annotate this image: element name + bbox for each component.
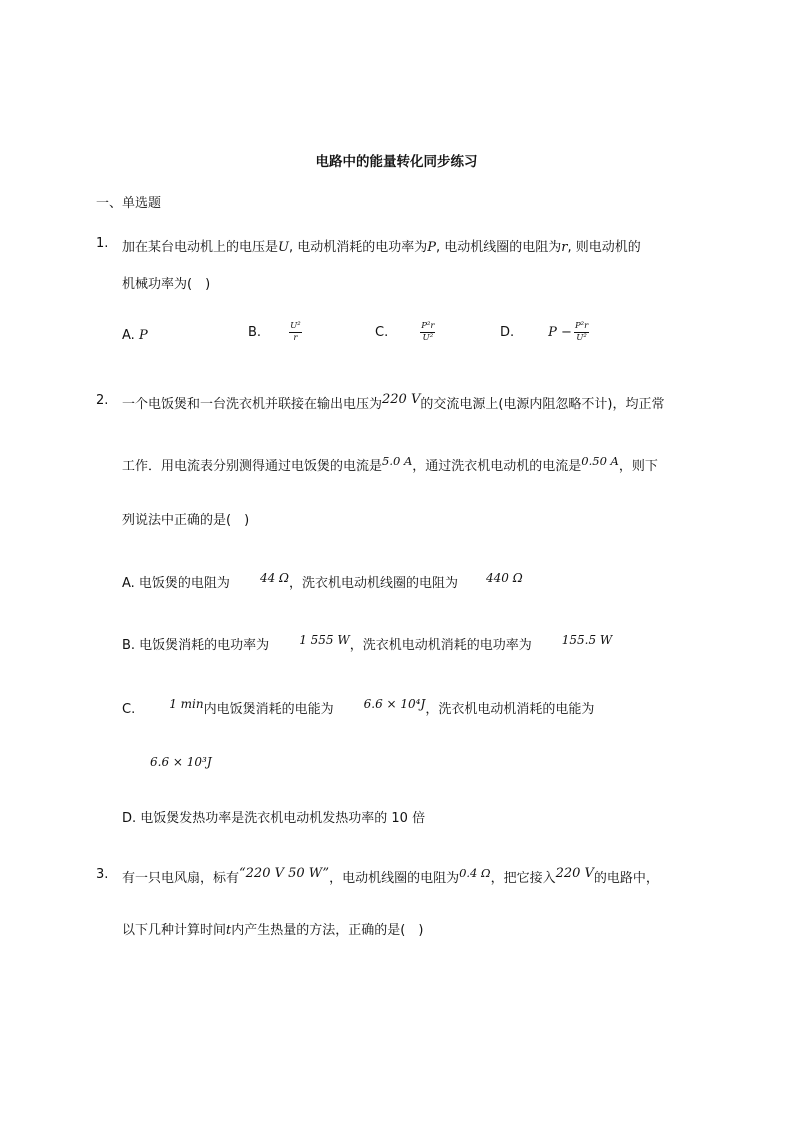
q2-option-b[interactable]: B. 电饭煲消耗的电功率为 1 555 W，洗衣机电动机消耗的电功率为 155.5 W [122, 633, 613, 653]
q2-stem-line1: 一个电饭煲和一台洗衣机并联接在输出电压为220 V的交流电源上(电源内阻忽略不计)，均正常 [122, 392, 665, 412]
section-heading: 一、单选题 [96, 196, 162, 211]
q3-number: 3. [96, 867, 109, 882]
q1-number: 1. [96, 236, 109, 251]
q1-option-d-fraction: $\frac{\text{P²r}}{\text{U²}}$ [574, 321, 589, 344]
q2-option-a[interactable]: A. 电饭煲的电阻为 44 Ω，洗衣机电动机线圈的电阻为 440 Ω [122, 571, 523, 591]
q2-option-c[interactable]: C. 1 min内电饭煲消耗的电能为 6.6 × 10⁴J，洗衣机电动机消耗的电能为 [122, 697, 595, 717]
q3-stem-line2: 以下几种计算时间t内产生热量的方法，正确的是( ) [122, 923, 424, 938]
q1-option-c[interactable]: C. $\frac{\text{P²r}}{\text{U²}}$ [375, 321, 435, 344]
q1-option-a[interactable]: A. P [122, 328, 148, 343]
page-title: 电路中的能量转化同步练习 [315, 154, 478, 170]
q1-option-d[interactable]: D. P − $\frac{\text{P²r}}{\text{U²}}$ [500, 321, 589, 344]
q2-option-d[interactable]: D. 电饭煲发热功率是洗衣机电动机发热功率的 10 倍 [122, 811, 426, 826]
q1-stem-line2: 机械功率为( ) [122, 277, 211, 292]
q2-stem-line2: 工作．用电流表分别测得通过电饭煲的电流是5.0 A，通过洗衣机电动机的电流是0.50 A，则下 [122, 454, 658, 474]
q1-stem-line1: 加在某台电动机上的电压是U, 电动机消耗的电功率为P, 电动机线圈的电阻为r, 则电动机的 [122, 240, 641, 255]
q1-option-b[interactable]: B. $\frac{\text{U²}}{r}$ [248, 321, 301, 344]
q1-option-c-fraction: $\frac{\text{P²r}}{\text{U²}}$ [421, 321, 435, 344]
q1-option-b-fraction: $\frac{\text{U²}}{r}$ [290, 321, 301, 344]
q2-option-c-value: 6.6 × 10³J [150, 755, 212, 769]
q2-number: 2. [96, 393, 109, 408]
q3-stem-line1: 有一只电风扇，标有“220 V 50 W”，电动机线圈的电阻为0.4 Ω，把它接入220 V的电路中， [122, 866, 659, 886]
q2-stem-line3: 列说法中正确的是( ) [122, 513, 250, 528]
